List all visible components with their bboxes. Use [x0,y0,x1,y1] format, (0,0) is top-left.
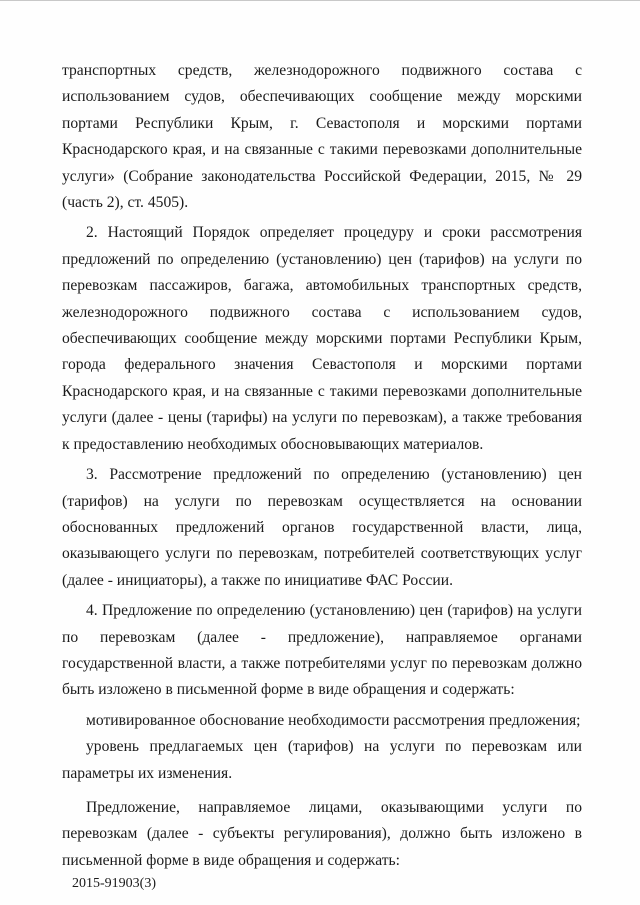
paragraph-subjects: Предложение, направляемое лицами, оказывающими услуги по перевозкам (далее - субъекты регулирования), должно быть изложено в письменной форме в виде обращения и содержать: [62,798,582,869]
document-code: 2015-91903(3) [72,876,156,891]
paragraph-item-4-point-2: уровень предлагаемых цен (тарифов) на услуги по перевозкам или параметры их изменения. [62,738,582,782]
paragraph-item-4: 4. Предложение по определению (установлению) цен (тарифов) на услуги по перевозкам (далее - предложение), направляемое органами государственной власти, а также потребителями услуг по перевозкам должно быть изложено в письменной форме в виде обращения и содержать: [62,602,582,699]
paragraph-item-3: 3. Рассмотрение предложений по определению (установлению) цен (тарифов) на услуги по перевозкам осуществляется на основании обоснованных предложений органов государственной власти, лица, оказывающего услуги по перевозкам, потребителей соответствующих услуг (далее - инициаторы), а также по инициативе ФАС России. [62,466,582,589]
document-body [62,58,582,874]
top-scan-edge [0,0,640,1]
paragraph-item-4-point-1: мотивированное обоснование необходимости рассмотрения предложения; [86,711,581,729]
paragraph-continuation: транспортных средств, железнодорожного подвижного состава с использованием судов, обеспечивающих сообщение между морскими портами Республики Крым, г. Севастополя и морскими портами Краснодарского края, и на связанные с такими перевозками дополнительные услуги» (Собрание законодательства Российской Федерации, 2015, № 29 (часть 2), ст. 4505). [62,62,582,212]
paragraph-item-2: 2. Настоящий Порядок определяет процедуру и сроки рассмотрения предложений по определению (установлению) цен (тарифов) на услуги по перевозкам пассажиров, багажа, автомобильных транспортных средств, железнодорожного подвижного состава с использованием судов, обеспечивающих сообщение между морскими портами Республики Крым, города федерального значения Севастополя и морскими портами Краснодарского края, и на связанные с такими перевозками дополнительные услуги (далее - цены (тарифы) на услуги по перевозкам), а также требования к предоставлению необходимых обосновывающих материалов. [62,224,582,453]
